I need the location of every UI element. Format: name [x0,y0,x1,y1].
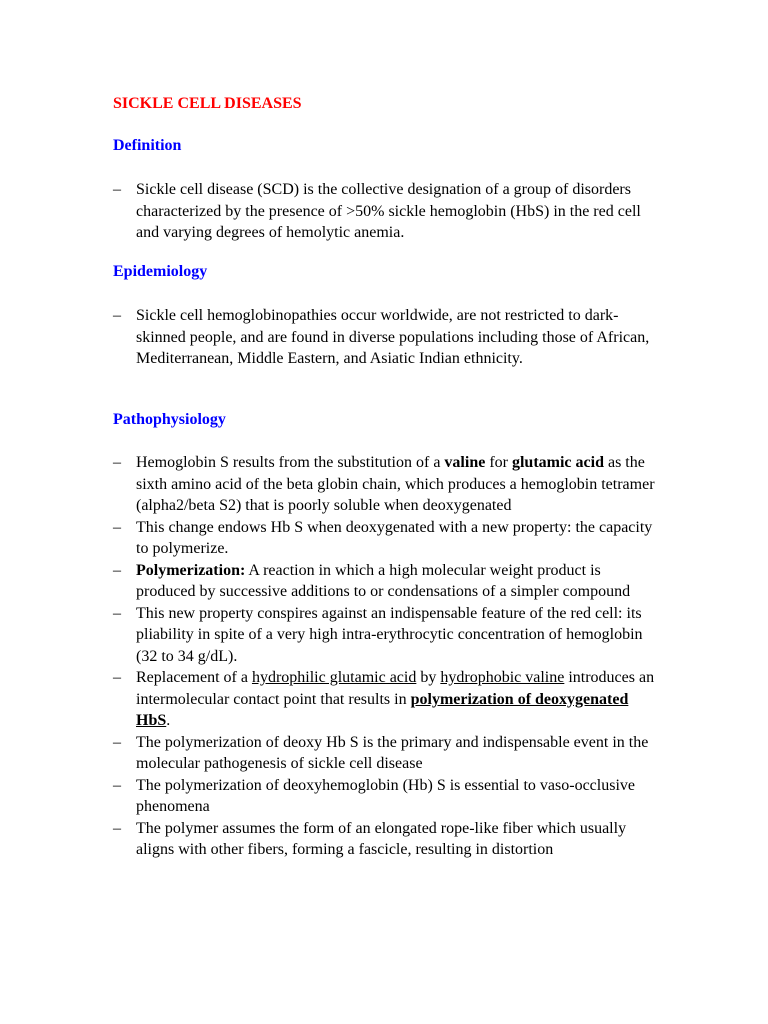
item-text: . [166,712,171,729]
bullet-dash: – [113,819,121,837]
bullet-dash: – [113,181,121,198]
list-item [113,517,658,560]
bullet-dash: – [113,307,121,324]
underlined-term: hydrophobic valine [440,669,565,686]
list-item [113,305,658,370]
epidemiology-heading: Epidemiology [113,263,208,280]
bold-term: glutamic acid [511,454,604,471]
document-title: SICKLE CELL DISEASES [113,95,302,112]
bullet-dash: – [113,518,121,536]
item-text: introduces an intermolecular contact point that results in [136,669,655,708]
item-text: by [416,669,441,686]
list-item [113,732,658,775]
item-text: This new property conspires against an indispensable feature of the red cell: its pliability in spite of a very high intra-erythrocytic concentration of hemoglobin (32 to 34 g/dL). [136,604,643,665]
bold-underlined-term: polymerization of deoxygenated HbS [136,690,629,729]
item-text: The polymerization of deoxy Hb S is the primary and indispensable event in the molecular pathogenesis of sickle cell disease [136,733,649,772]
item-text: The polymer assumes the form of an elongated rope-like fiber which usually aligns with other fibers, forming a fascicle, resulting in distortion [136,819,627,858]
bullet-dash: – [113,561,121,579]
list-item [113,818,658,861]
list-item [113,667,658,732]
list-item [113,560,658,603]
item-text: Replacement of a [136,669,252,686]
definition-list [113,179,658,244]
list-item [113,179,658,244]
epidemiology-list [113,305,658,370]
item-text: Hemoglobin S results from the substitution of a [136,454,445,471]
item-text: This change endows Hb S when deoxygenated with a new property: the capacity to polymerize. [136,518,653,557]
item-text: for [485,454,512,471]
pathophysiology-list [113,452,658,861]
bullet-dash: – [113,669,121,686]
bullet-dash: – [113,733,121,751]
bullet-dash: – [113,776,121,794]
definition-text: Sickle cell disease (SCD) is the collective designation of a group of disorders characterized by the presence of >50% sickle hemoglobin (HbS) in the red cell and varying degrees of hemolytic anemia. [136,181,641,241]
underlined-term: hydrophilic glutamic acid [251,669,417,686]
list-item [113,603,658,668]
definition-heading: Definition [113,137,182,154]
item-text: A reaction in which a high molecular weight product is produced by successive additions to or condensations of a simpler compound [136,561,631,600]
list-item [113,775,658,818]
epidemiology-text: Sickle cell hemoglobinopathies occur worldwide, are not restricted to dark-skinned people, and are found in diverse populations including those of African, Mediterranean, Middle Eastern, and Asiatic Indian ethnicity. [136,307,650,367]
list-item [113,452,658,517]
bullet-dash: – [113,604,121,622]
bullet-dash: – [113,454,121,471]
item-text: as the sixth amino acid of the beta globin chain, which produces a hemoglobin tetramer (alpha2/beta S2) that is poorly soluble when deoxygenated [136,454,655,514]
bold-term: valine [444,454,486,471]
item-text: The polymerization of deoxyhemoglobin (Hb) S is essential to vaso-occlusive phenomena [136,776,635,815]
pathophysiology-heading: Pathophysiology [113,411,226,428]
bold-term: Polymerization: [136,561,246,579]
